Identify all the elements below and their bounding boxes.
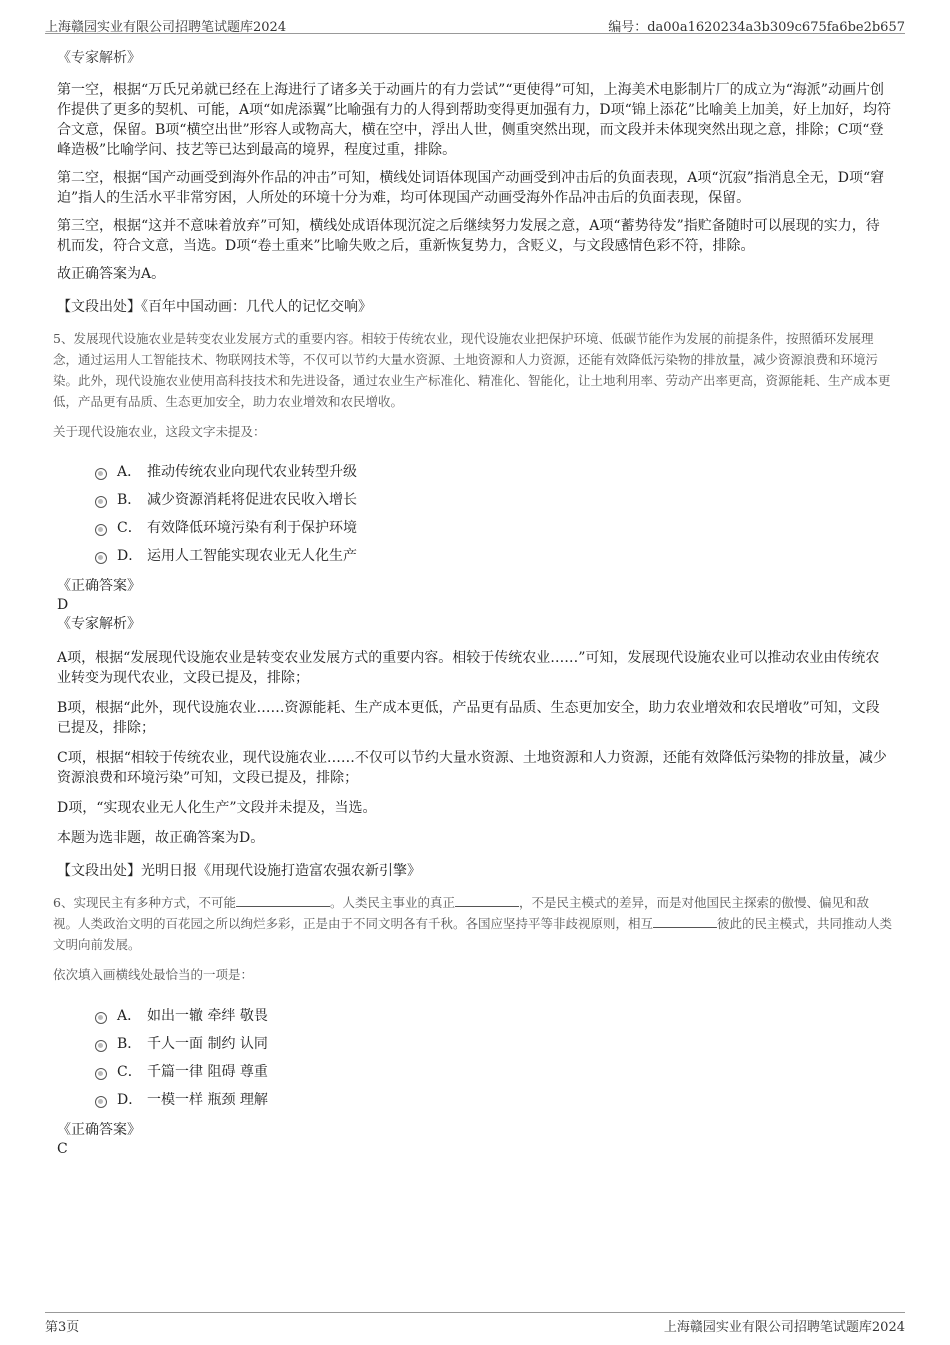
- q6-option-b[interactable]: B． 千人一面 制约 认同: [95, 1030, 893, 1058]
- radio-icon[interactable]: [95, 552, 107, 564]
- q5-analysis-d: D项，“实现农业无人化生产”文段并未提及，当选。: [57, 800, 377, 816]
- fill-blank-2: [455, 895, 519, 907]
- page-content: [53, 48, 893, 1159]
- q6-question: 依次填入画横线处最恰当的一项是：: [53, 967, 254, 982]
- radio-icon[interactable]: [95, 1068, 107, 1080]
- q5-answer: D: [57, 597, 69, 613]
- q5-analysis-label: 《专家解析》: [57, 616, 141, 632]
- page-header: [45, 14, 905, 34]
- q5-option-d[interactable]: D． 运用人工智能实现农业无人化生产: [95, 542, 893, 570]
- q5-stem: 5、发展现代设施农业是转变农业发展方式的重要内容。相较于传统农业，现代设施农业把保护环境、低碳节能作为发展的前提条件，按照循环发展理念，通过运用人工智能技术、物联网技术等，不仅可以节约大量水资源、土地资源和人力资源，还能有效降低污染物的排放量，减少资源浪费和环境污染。此外，现代设施农业使用高科技技术和先进设备，通过农业生产标准化、精准化、智能化，让土地利用率、劳动产出率更高，资源能耗、生产成本更低，产品更有品质、生态更加安全，助力农业增效和农民增收。: [53, 331, 891, 409]
- q6-stem: 6、实现民主有多种方式，不可能 。人类民主事业的真正 ，不是民主模式的差异，而是对他国民主探索的傲慢、偏见和敌视。人类政治文明的百花园之所以绚烂多彩，正是由于不同文明各有千秋。各国应坚持平等非歧视原则，相互 彼此的民主模式，共同推动人类文明向前发展。: [53, 895, 893, 952]
- q5-analysis-a: A项，根据“发展现代设施农业是转变农业发展方式的重要内容。相较于传统农业……”可知，发展现代设施农业可以推动农业由传统农业转变为现代农业，文段已提及，排除；: [57, 650, 880, 686]
- radio-icon[interactable]: [95, 496, 107, 508]
- q4-analysis-label: 《专家解析》: [57, 50, 141, 66]
- footer-title: 上海赣园实业有限公司招聘笔试题库2024: [663, 1320, 905, 1335]
- radio-icon[interactable]: [95, 1040, 107, 1052]
- radio-icon[interactable]: [95, 1012, 107, 1024]
- fill-blank-1: [236, 895, 330, 907]
- page-footer: [45, 1312, 905, 1334]
- radio-icon[interactable]: [95, 1096, 107, 1108]
- radio-icon[interactable]: [95, 524, 107, 536]
- q5-option-c[interactable]: C． 有效降低环境污染有利于保护环境: [95, 514, 893, 542]
- q6-options: [95, 1002, 893, 1114]
- q4-analysis-p1: 第一空，根据“万氏兄弟就已经在上海进行了诸多关于动画片的有力尝试”“更使得”可知，上海美术电影制片厂的成立为“海派”动画片创作提供了更多的契机、可能，A项“如虎添翼”比喻强有力的人得到帮助变得更加强有力，D项“锦上添花”比喻美上加美，好上加好，均符合文意，保留。B项“横空出世”形容人或物高大，横在空中，浮出人世，侧重突然出现，而文段并未体现突然出现之意，排除；C项“登峰造极”比喻学问、技艺等已达到最高的境界，程度过重，排除。: [57, 82, 891, 158]
- radio-icon[interactable]: [95, 468, 107, 480]
- q5-option-b[interactable]: B． 减少资源消耗将促进农民收入增长: [95, 486, 893, 514]
- q5-options: [95, 458, 893, 570]
- q5-conclusion: 本题为选非题，故正确答案为D。: [57, 830, 265, 846]
- page-number: 第3页: [45, 1320, 80, 1335]
- q6-answer-label: 《正确答案》: [57, 1122, 141, 1138]
- q5-analysis-b: B项，根据“此外，现代设施农业……资源能耗、生产成本更低，产品更有品质、生态更加安全，助力农业增效和农民增收”可知，文段已提及，排除；: [57, 700, 880, 736]
- q6-answer: C: [57, 1141, 68, 1157]
- q5-option-a[interactable]: A． 推动传统农业向现代农业转型升级: [95, 458, 893, 486]
- q5-answer-label: 《正确答案》: [57, 578, 141, 594]
- q5-analysis-c: C项，根据“相较于传统农业，现代设施农业……不仅可以节约大量水资源、土地资源和人力资源，还能有效降低污染物的排放量，减少资源浪费和环境污染”可知，文段已提及，排除；: [57, 750, 887, 786]
- q6-option-d[interactable]: D． 一模一样 瓶颈 理解: [95, 1086, 893, 1114]
- q4-analysis-p2: 第二空，根据“国产动画受到海外作品的冲击”可知，横线处词语体现国产动画受到冲击后的负面表现，A项“沉寂”指消息全无，D项“窘迫”指人的生活水平非常穷困，人所处的环境十分为难，均可体现国产动画受海外作品冲击后的负面表现，保留。: [57, 170, 885, 206]
- q6-option-c[interactable]: C． 千篇一律 阻碍 尊重: [95, 1058, 893, 1086]
- q5-question: 关于现代设施农业，这段文字未提及：: [53, 424, 266, 439]
- q4-source: 【文段出处】《百年中国动画：几代人的记忆交响》: [57, 299, 372, 315]
- q4-conclusion: 故正确答案为A。: [57, 266, 166, 282]
- q4-analysis-p3: 第三空，根据“这并不意味着放弃”可知，横线处成语体现沉淀之后继续努力发展之意，A项“蓄势待发”指贮备随时可以展现的实力，待机而发，符合文意，当选。D项“卷土重来”比喻失败之后，重新恢复势力，含贬义，与文段感情色彩不符，排除。: [57, 218, 880, 254]
- header-doc-id: 编号：da00a1620234a3b309c675fa6be2b657: [608, 20, 905, 35]
- q5-source: 【文段出处】光明日报《用现代设施打造富农强农新引擎》: [57, 863, 421, 879]
- fill-blank-3: [653, 916, 717, 928]
- q6-option-a[interactable]: A． 如出一辙 牵绊 敬畏: [95, 1002, 893, 1030]
- header-title: 上海赣园实业有限公司招聘笔试题库2024: [45, 20, 287, 35]
